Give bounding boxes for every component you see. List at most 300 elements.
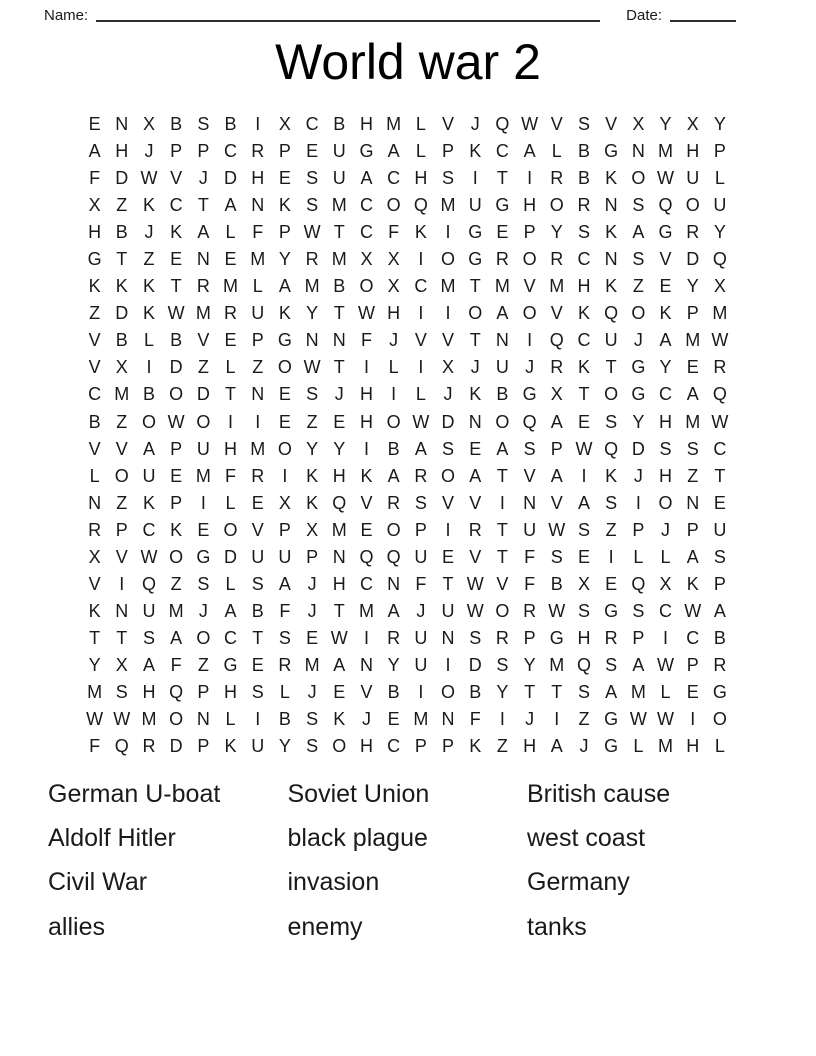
grid-letter: H bbox=[142, 682, 156, 702]
grid-letter: B bbox=[550, 573, 563, 594]
grid-letter: T bbox=[333, 357, 345, 378]
grid-letter: N bbox=[359, 654, 373, 675]
grid-letter: O bbox=[114, 465, 129, 486]
word-list-item: British cause bbox=[527, 779, 671, 808]
grid-letter: I bbox=[119, 573, 125, 594]
grid-letter: L bbox=[225, 357, 236, 378]
grid-letter: I bbox=[445, 303, 451, 324]
grid-letter: I bbox=[418, 303, 424, 324]
grid-letter: E bbox=[686, 357, 699, 378]
grid-letter: M bbox=[413, 709, 429, 730]
grid-letter: Q bbox=[169, 682, 184, 702]
grid-letter: M bbox=[331, 519, 347, 540]
grid-letter: S bbox=[523, 438, 536, 459]
grid-letter: K bbox=[686, 573, 699, 594]
word-list-item: black plague bbox=[287, 824, 428, 853]
grid-letter: T bbox=[333, 600, 345, 621]
grid-letter: T bbox=[551, 682, 563, 702]
grid-letter: P bbox=[713, 573, 726, 594]
grid-letter: V bbox=[550, 492, 563, 513]
grid-letter: T bbox=[197, 195, 209, 216]
grid-letter: I bbox=[418, 357, 424, 378]
grid-letter: F bbox=[89, 168, 101, 189]
grid-letter: B bbox=[496, 384, 509, 405]
grid-letter: L bbox=[633, 546, 644, 567]
grid-letter: D bbox=[224, 546, 238, 567]
grid-letter: O bbox=[386, 195, 401, 216]
grid-letter: N bbox=[115, 600, 129, 621]
word-list-column bbox=[288, 772, 528, 950]
grid-letter: V bbox=[496, 573, 509, 594]
grid-letter: E bbox=[306, 141, 319, 162]
word-list-item: invasion bbox=[287, 868, 380, 897]
grid-letter: K bbox=[306, 465, 319, 486]
grid-letter: E bbox=[659, 276, 672, 297]
grid-letter: N bbox=[387, 573, 401, 594]
grid-letter: U bbox=[713, 195, 727, 216]
grid-letter: C bbox=[142, 519, 156, 540]
grid-letter: O bbox=[658, 492, 673, 513]
grid-letter: R bbox=[196, 276, 210, 297]
grid-letter: P bbox=[442, 736, 455, 757]
grid-letter: G bbox=[604, 709, 619, 730]
grid-letter: P bbox=[523, 222, 536, 243]
grid-letter: B bbox=[170, 114, 183, 135]
grid-letter: F bbox=[469, 709, 481, 730]
grid-letter: Z bbox=[197, 654, 209, 675]
grid-letter: Z bbox=[116, 492, 128, 513]
grid-letter: I bbox=[581, 465, 587, 486]
grid-letter: D bbox=[441, 411, 455, 432]
grid-letter: L bbox=[415, 141, 426, 162]
grid-letter: F bbox=[360, 330, 372, 351]
grid-letter: J bbox=[633, 330, 643, 351]
grid-letter: A bbox=[713, 600, 726, 621]
grid-letter: G bbox=[604, 600, 619, 621]
grid-letter: C bbox=[224, 141, 238, 162]
grid-letter: I bbox=[391, 384, 397, 405]
grid-letter: N bbox=[251, 384, 265, 405]
word-list-column bbox=[48, 772, 288, 950]
grid-letter: L bbox=[225, 573, 236, 594]
grid-letter: W bbox=[303, 357, 321, 378]
grid-letter: K bbox=[142, 492, 155, 513]
grid-letter: S bbox=[251, 682, 264, 702]
grid-letter: U bbox=[441, 600, 455, 621]
grid-letter: Z bbox=[116, 195, 128, 216]
grid-letter: Q bbox=[413, 195, 428, 216]
grid-letter: A bbox=[659, 330, 672, 351]
grid-letter: E bbox=[360, 519, 373, 540]
grid-letter: Z bbox=[252, 357, 264, 378]
grid-letter: S bbox=[659, 438, 672, 459]
grid-letter: N bbox=[115, 114, 129, 135]
grid-letter: B bbox=[278, 709, 291, 730]
grid-letter: S bbox=[496, 654, 509, 675]
grid-letter: A bbox=[224, 600, 237, 621]
grid-letter: W bbox=[684, 600, 702, 621]
grid-letter: K bbox=[170, 519, 183, 540]
grid-letter: C bbox=[359, 573, 373, 594]
word-list-item: German U-boat bbox=[48, 779, 221, 808]
grid-letter: L bbox=[714, 168, 725, 189]
grid-letter: I bbox=[418, 249, 424, 270]
grid-letter: M bbox=[440, 195, 456, 216]
grid-letter: W bbox=[140, 168, 158, 189]
grid-letter: N bbox=[332, 330, 346, 351]
grid-letter: Z bbox=[605, 519, 617, 540]
grid-letter: X bbox=[142, 114, 155, 135]
grid-letter: N bbox=[604, 195, 618, 216]
grid-letter: H bbox=[359, 384, 373, 405]
grid-letter: H bbox=[577, 627, 591, 648]
grid-letter: J bbox=[307, 600, 317, 621]
grid-letter: X bbox=[88, 546, 101, 567]
grid-letter: E bbox=[306, 627, 319, 648]
grid-letter: J bbox=[389, 330, 399, 351]
grid-letter: L bbox=[415, 384, 426, 405]
grid-letter: X bbox=[713, 276, 726, 297]
grid-letter: H bbox=[224, 682, 238, 702]
grid-letter: E bbox=[278, 168, 291, 189]
grid-letter: S bbox=[306, 709, 319, 730]
grid-letter: T bbox=[496, 519, 508, 540]
grid-letter: Q bbox=[604, 438, 619, 459]
grid-letter: K bbox=[170, 222, 183, 243]
grid-letter: K bbox=[88, 276, 101, 297]
grid-letter: V bbox=[115, 438, 128, 459]
grid-letter: N bbox=[441, 627, 455, 648]
grid-letter: R bbox=[468, 519, 482, 540]
grid-letter: E bbox=[333, 411, 346, 432]
grid-letter: Y bbox=[278, 736, 291, 757]
grid-letter: I bbox=[146, 357, 152, 378]
grid-letter: A bbox=[605, 682, 618, 702]
grid-letter: Z bbox=[496, 736, 508, 757]
grid-letter: K bbox=[659, 303, 672, 324]
grid-letter: C bbox=[659, 384, 673, 405]
grid-letter: E bbox=[605, 573, 618, 594]
grid-letter: Z bbox=[197, 357, 209, 378]
grid-letter: L bbox=[633, 736, 644, 757]
grid-letter: O bbox=[495, 411, 510, 432]
grid-letter: J bbox=[525, 357, 535, 378]
grid-letter: G bbox=[631, 384, 646, 405]
grid-letter: M bbox=[223, 276, 239, 297]
grid-letter: G bbox=[495, 195, 510, 216]
grid-letter: L bbox=[252, 276, 263, 297]
grid-letter: G bbox=[522, 384, 537, 405]
grid-letter: S bbox=[142, 627, 155, 648]
grid-letter: N bbox=[495, 330, 509, 351]
grid-letter: U bbox=[523, 519, 537, 540]
grid-letter: J bbox=[661, 519, 671, 540]
grid-letter: K bbox=[142, 195, 155, 216]
grid-letter: O bbox=[277, 438, 292, 459]
grid-letter: J bbox=[579, 736, 589, 757]
grid-letter: B bbox=[713, 627, 726, 648]
grid-letter: Y bbox=[387, 654, 400, 675]
grid-letter: A bbox=[170, 627, 183, 648]
grid-letter: H bbox=[359, 114, 373, 135]
grid-letter: O bbox=[495, 600, 510, 621]
grid-letter: D bbox=[224, 168, 238, 189]
grid-letter: G bbox=[468, 222, 483, 243]
grid-letter: U bbox=[686, 168, 700, 189]
grid-letter: N bbox=[251, 195, 265, 216]
grid-letter: H bbox=[387, 303, 401, 324]
grid-letter: Z bbox=[687, 465, 699, 486]
grid-letter: D bbox=[686, 249, 700, 270]
grid-letter: A bbox=[88, 141, 101, 162]
grid-letter: M bbox=[658, 141, 674, 162]
grid-letter: X bbox=[115, 357, 128, 378]
grid-letter: M bbox=[331, 249, 347, 270]
grid-letter: K bbox=[333, 709, 346, 730]
grid-letter: S bbox=[469, 627, 482, 648]
grid-letter: O bbox=[441, 465, 456, 486]
grid-letter: Y bbox=[686, 276, 699, 297]
grid-letter: A bbox=[550, 465, 563, 486]
grid-letter: X bbox=[278, 114, 291, 135]
grid-letter: G bbox=[87, 249, 102, 270]
grid-letter: E bbox=[197, 519, 210, 540]
grid-letter: I bbox=[255, 709, 261, 730]
grid-letter: R bbox=[142, 736, 156, 757]
grid-letter: P bbox=[170, 141, 183, 162]
grid-letter: M bbox=[630, 682, 646, 702]
grid-letter: M bbox=[549, 654, 565, 675]
grid-letter: C bbox=[305, 114, 319, 135]
grid-letter: I bbox=[363, 438, 369, 459]
grid-letter: O bbox=[441, 682, 456, 702]
grid-letter: B bbox=[115, 330, 128, 351]
grid-letter: L bbox=[660, 546, 671, 567]
grid-letter: I bbox=[499, 492, 505, 513]
grid-letter: E bbox=[170, 249, 183, 270]
grid-letter: D bbox=[468, 654, 482, 675]
grid-letter: N bbox=[305, 330, 319, 351]
grid-letter: O bbox=[522, 303, 537, 324]
grid-letter: G bbox=[468, 249, 483, 270]
grid-letter: V bbox=[605, 114, 618, 135]
grid-letter: V bbox=[523, 465, 536, 486]
grid-letter: U bbox=[414, 627, 428, 648]
grid-letter: U bbox=[278, 546, 292, 567]
grid-letter: B bbox=[577, 141, 590, 162]
grid-letter: N bbox=[686, 492, 700, 513]
grid-letter: M bbox=[195, 465, 211, 486]
grid-letter: H bbox=[659, 411, 673, 432]
grid-letter: P bbox=[306, 546, 319, 567]
grid-letter: S bbox=[577, 600, 590, 621]
grid-letter: O bbox=[712, 709, 727, 730]
grid-letter: O bbox=[631, 303, 646, 324]
grid-letter: M bbox=[304, 654, 320, 675]
grid-letter: O bbox=[386, 519, 401, 540]
grid-letter: S bbox=[442, 438, 455, 459]
grid-letter: N bbox=[631, 141, 645, 162]
grid-letter: Y bbox=[523, 654, 536, 675]
grid-letter: J bbox=[198, 600, 208, 621]
grid-letter: U bbox=[251, 303, 265, 324]
grid-letter: P bbox=[170, 438, 183, 459]
grid-letter: E bbox=[278, 384, 291, 405]
grid-letter: E bbox=[469, 438, 482, 459]
grid-letter: M bbox=[195, 303, 211, 324]
grid-letter: N bbox=[196, 709, 210, 730]
grid-letter: T bbox=[225, 384, 237, 405]
grid-letter: Y bbox=[333, 438, 346, 459]
grid-letter: G bbox=[712, 682, 727, 702]
word-list-item: Germany bbox=[527, 868, 630, 897]
grid-letter: C bbox=[359, 222, 373, 243]
grid-letter: J bbox=[198, 168, 208, 189]
grid-letter: O bbox=[277, 357, 292, 378]
grid-letter: M bbox=[250, 438, 266, 459]
grid-letter: X bbox=[115, 654, 128, 675]
grid-letter: P bbox=[115, 519, 128, 540]
grid-letter: M bbox=[168, 600, 184, 621]
grid-letter: P bbox=[686, 654, 699, 675]
grid-letter: F bbox=[279, 600, 291, 621]
grid-letter: D bbox=[631, 438, 645, 459]
word-list-item: Aldolf Hitler bbox=[48, 824, 176, 853]
grid-letter: W bbox=[466, 573, 484, 594]
grid-letter: U bbox=[332, 168, 346, 189]
grid-letter: K bbox=[142, 303, 155, 324]
grid-letter: Y bbox=[632, 411, 645, 432]
grid-letter: C bbox=[713, 438, 727, 459]
grid-letter: P bbox=[197, 141, 210, 162]
grid-letter: V bbox=[550, 114, 563, 135]
grid-letter: G bbox=[604, 736, 619, 757]
grid-letter: I bbox=[255, 114, 261, 135]
grid-letter: A bbox=[142, 654, 155, 675]
grid-letter: M bbox=[304, 276, 320, 297]
grid-letter: I bbox=[635, 492, 641, 513]
grid-letter: W bbox=[629, 709, 647, 730]
grid-letter: W bbox=[330, 627, 348, 648]
grid-letter: R bbox=[305, 249, 319, 270]
grid-letter: W bbox=[167, 303, 185, 324]
grid-letter: X bbox=[442, 357, 455, 378]
grid-letter: A bbox=[387, 465, 400, 486]
grid-letter: V bbox=[442, 330, 455, 351]
grid-letter: W bbox=[548, 600, 566, 621]
grid-letter: M bbox=[87, 682, 103, 702]
grid-letter: W bbox=[357, 303, 375, 324]
grid-letter: R bbox=[686, 222, 700, 243]
grid-letter: I bbox=[663, 627, 669, 648]
grid-letter: K bbox=[278, 303, 291, 324]
grid-letter: P bbox=[414, 519, 427, 540]
grid-letter: V bbox=[251, 519, 264, 540]
grid-letter: F bbox=[170, 654, 182, 675]
grid-letter: M bbox=[549, 276, 565, 297]
grid-letter: D bbox=[169, 736, 183, 757]
grid-letter: W bbox=[412, 411, 430, 432]
grid-letter: E bbox=[577, 411, 590, 432]
grid-letter: U bbox=[142, 600, 156, 621]
grid-letter: L bbox=[225, 222, 236, 243]
grid-letter: L bbox=[143, 330, 154, 351]
grid-letter: C bbox=[686, 627, 700, 648]
grid-letter: Q bbox=[522, 411, 537, 432]
grid-letter: A bbox=[142, 438, 155, 459]
grid-letter: Y bbox=[278, 249, 291, 270]
grid-letter: U bbox=[414, 654, 428, 675]
grid-letter: V bbox=[550, 303, 563, 324]
grid-letter: N bbox=[88, 492, 102, 513]
grid-letter: K bbox=[224, 736, 237, 757]
grid-letter: J bbox=[307, 682, 317, 702]
grid-letter: B bbox=[115, 222, 128, 243]
grid-letter: G bbox=[631, 357, 646, 378]
grid-letter: Q bbox=[114, 736, 129, 757]
grid-letter: P bbox=[632, 519, 645, 540]
grid-letter: I bbox=[527, 330, 533, 351]
grid-letter: E bbox=[251, 492, 264, 513]
grid-letter: T bbox=[496, 168, 508, 189]
grid-letter: J bbox=[361, 709, 371, 730]
grid-letter: P bbox=[278, 141, 291, 162]
grid-letter: S bbox=[442, 168, 455, 189]
grid-letter: X bbox=[632, 114, 645, 135]
grid-letter: E bbox=[224, 249, 237, 270]
grid-letter: Q bbox=[604, 303, 619, 324]
grid-letter: S bbox=[414, 492, 427, 513]
grid-letter: R bbox=[414, 465, 428, 486]
grid-letter: Y bbox=[659, 357, 672, 378]
grid-letter: Z bbox=[632, 276, 644, 297]
grid-letter: W bbox=[711, 411, 729, 432]
grid-letter: Q bbox=[712, 384, 727, 405]
grid-letter: T bbox=[578, 384, 590, 405]
grid-letter: M bbox=[685, 330, 701, 351]
grid-letter: H bbox=[332, 573, 346, 594]
grid-letter: R bbox=[387, 627, 401, 648]
grid-letter: S bbox=[278, 627, 291, 648]
grid-letter: W bbox=[521, 114, 539, 135]
grid-letter: R bbox=[387, 492, 401, 513]
grid-letter: S bbox=[577, 222, 590, 243]
date-blank-line bbox=[670, 4, 736, 22]
grid-letter: A bbox=[550, 411, 563, 432]
word-list-item: Soviet Union bbox=[287, 779, 430, 808]
grid-letter: I bbox=[363, 357, 369, 378]
grid-letter: X bbox=[306, 519, 319, 540]
grid-letter: F bbox=[225, 465, 237, 486]
grid-letter: U bbox=[713, 519, 727, 540]
grid-letter: I bbox=[499, 709, 505, 730]
grid-letter: H bbox=[224, 438, 238, 459]
grid-letter: K bbox=[605, 168, 618, 189]
grid-letter: R bbox=[604, 627, 618, 648]
grid-letter: K bbox=[115, 276, 128, 297]
grid-letter: O bbox=[332, 736, 347, 757]
grid-letter: K bbox=[360, 465, 373, 486]
grid-letter: D bbox=[115, 168, 129, 189]
grid-letter: Q bbox=[141, 573, 156, 594]
grid-letter: G bbox=[604, 141, 619, 162]
grid-letter: B bbox=[88, 411, 101, 432]
grid-letter: K bbox=[278, 195, 291, 216]
grid-letter: A bbox=[632, 222, 645, 243]
grid-letter: S bbox=[605, 411, 618, 432]
grid-letter: J bbox=[470, 357, 480, 378]
grid-letter: B bbox=[333, 276, 346, 297]
